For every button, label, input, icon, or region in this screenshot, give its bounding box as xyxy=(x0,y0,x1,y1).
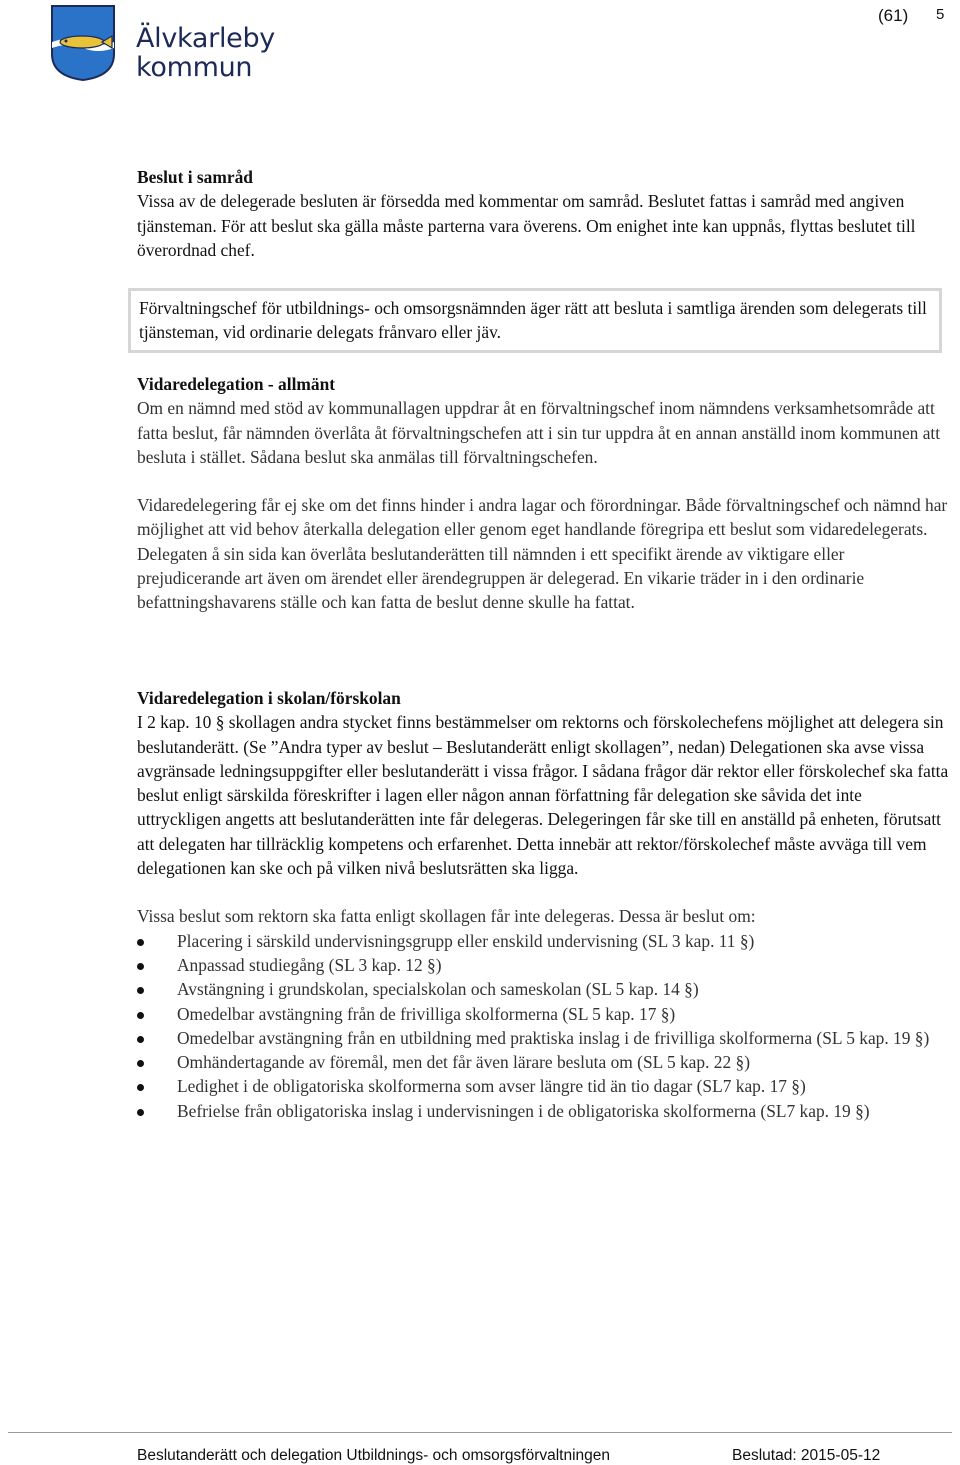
heading-vidaredelegation-allmant: Vidaredelegation - allmänt xyxy=(137,374,336,394)
bullet-icon xyxy=(137,939,144,946)
footer-date: Beslutad: 2015-05-12 xyxy=(732,1447,881,1464)
page-total: (61) xyxy=(878,6,909,25)
section-vidaredelegation xyxy=(137,372,949,615)
bullet-icon xyxy=(137,1060,144,1067)
footer-divider xyxy=(8,1432,952,1433)
bullet-icon xyxy=(137,1109,144,1116)
list-item: Omedelbar avstängning från en utbildning med praktiska inslag i de frivilliga skolformerna (SL 5 kap. 19 §) xyxy=(137,1026,949,1050)
list-item: Omhändertagande av föremål, men det får även lärare besluta om (SL 5 kap. 22 §) xyxy=(137,1050,949,1074)
paragraph-vidaredelegation-2: Vidaredelegering får ej ske om det finns hinder i andra lagar och förordningar. Både förvaltningschef och nämnd har möjlighet att vid behov återkalla delegation eller genom eget handlande föregripa ett beslut som vidaredelegerats. Delegaten å sin sida kan överlåta beslutanderätten till nämnden i ett specifikt ärende av viktigare eller prejudicerande art även om ärendet eller ärendegruppen är delegerad. En vikarie träder in i den ordinarie befattningshavarens ställe och kan fatta de beslut denne skulle ha fattat. xyxy=(137,495,948,613)
logo-line-2: kommun xyxy=(136,52,253,83)
list-item: Anpassad studiegång (SL 3 kap. 12 §) xyxy=(137,953,949,977)
coat-of-arms-icon xyxy=(50,4,116,82)
bullet-icon xyxy=(137,1012,144,1019)
list-item: Befrielse från obligatoriska inslag i undervisningen i de obligatoriska skolformerna (SL7 kap. 19 §) xyxy=(137,1099,949,1123)
highlight-box-text: Förvaltningschef för utbildnings- och omsorgsnämnden äger rätt att besluta i samtliga ärenden som delegerats till tjänsteman, vid ordinarie delegats frånvaro eller jäv. xyxy=(139,298,927,343)
list-item: Placering i särskild undervisningsgrupp eller enskild undervisning (SL 3 kap. 11 §) xyxy=(137,929,949,953)
highlight-box xyxy=(128,288,942,353)
list-item: Omedelbar avstängning från de frivilliga skolformerna (SL 5 kap. 17 §) xyxy=(137,1002,949,1026)
paragraph-skolan-1: I 2 kap. 10 § skollagen andra stycket finns bestämmelser om rektorns och förskolechefens möjlighet att delegera sin beslutanderätt. (Se ”Andra typer av beslut – Beslutanderätt enligt skollagen”, nedan) Delegationen ska avse vissa avgränsade ledningsuppgifter eller beslutanderätt i vissa frågor. I sådana frågor där rektor eller förskolechef ska fatta beslut enligt särskilda föreskrifter i lagen eller någon annan författning får delegation ske såvida det inte uttryckligen angetts att beslutanderätten inte får delegeras. Delegeringen får ske till en anställd på enheten, förutsatt att delegaten har tillräcklig kompetens och erfarenhet. Detta innebär att rektor/förskolechef måste avväga till vem delegationen kan ske och på vilken nivå beslutsrätten ska ligga. xyxy=(137,712,949,879)
section-skolan xyxy=(137,686,949,1123)
logo-line-1: Älvkarleby xyxy=(136,23,275,54)
bullet-icon xyxy=(137,963,144,970)
municipality-logo xyxy=(50,4,290,82)
bullet-icon xyxy=(137,1036,144,1043)
document-body xyxy=(137,165,949,262)
list-item: Ledighet i de obligatoriska skolformerna som avser längre tid än tio dagar (SL7 kap. 17 §) xyxy=(137,1074,949,1098)
heading-beslut-i-samrad: Beslut i samråd xyxy=(137,167,253,187)
bullet-icon xyxy=(137,987,144,994)
list-item: Avstängning i grundskolan, specialskolan och sameskolan (SL 5 kap. 14 §) xyxy=(137,977,949,1001)
footer-title: Beslutanderätt och delegation Utbildnings- och omsorgsförvaltningen xyxy=(137,1447,611,1464)
page-number: 5 xyxy=(936,6,945,23)
heading-vidaredelegation-skolan: Vidaredelegation i skolan/förskolan xyxy=(137,688,401,708)
bullet-icon xyxy=(137,1084,144,1091)
paragraph-skolan-2: Vissa beslut som rektorn ska fatta enligt skollagen får inte delegeras. Dessa är beslut om: xyxy=(137,906,756,927)
paragraph-vidaredelegation-1: Om en nämnd med stöd av kommunallagen uppdrar åt en förvaltningschef inom nämndens verksamhetsområde att fatta beslut, får nämnden överlåta åt förvaltningschefen att i sin tur uppdra åt en annan anställd inom kommunen att besluta i stället. Sådana beslut ska anmälas till förvaltningschefen. xyxy=(137,398,941,467)
decision-list xyxy=(137,929,949,1123)
paragraph-samrad: Vissa av de delegerade besluten är försedda med kommentar om samråd. Beslutet fattas i samråd med angiven tjänsteman. För att beslut ska gälla måste parterna vara överens. Om enighet inte kan uppnås, flyttas beslutet till överordnad chef. xyxy=(137,191,916,260)
